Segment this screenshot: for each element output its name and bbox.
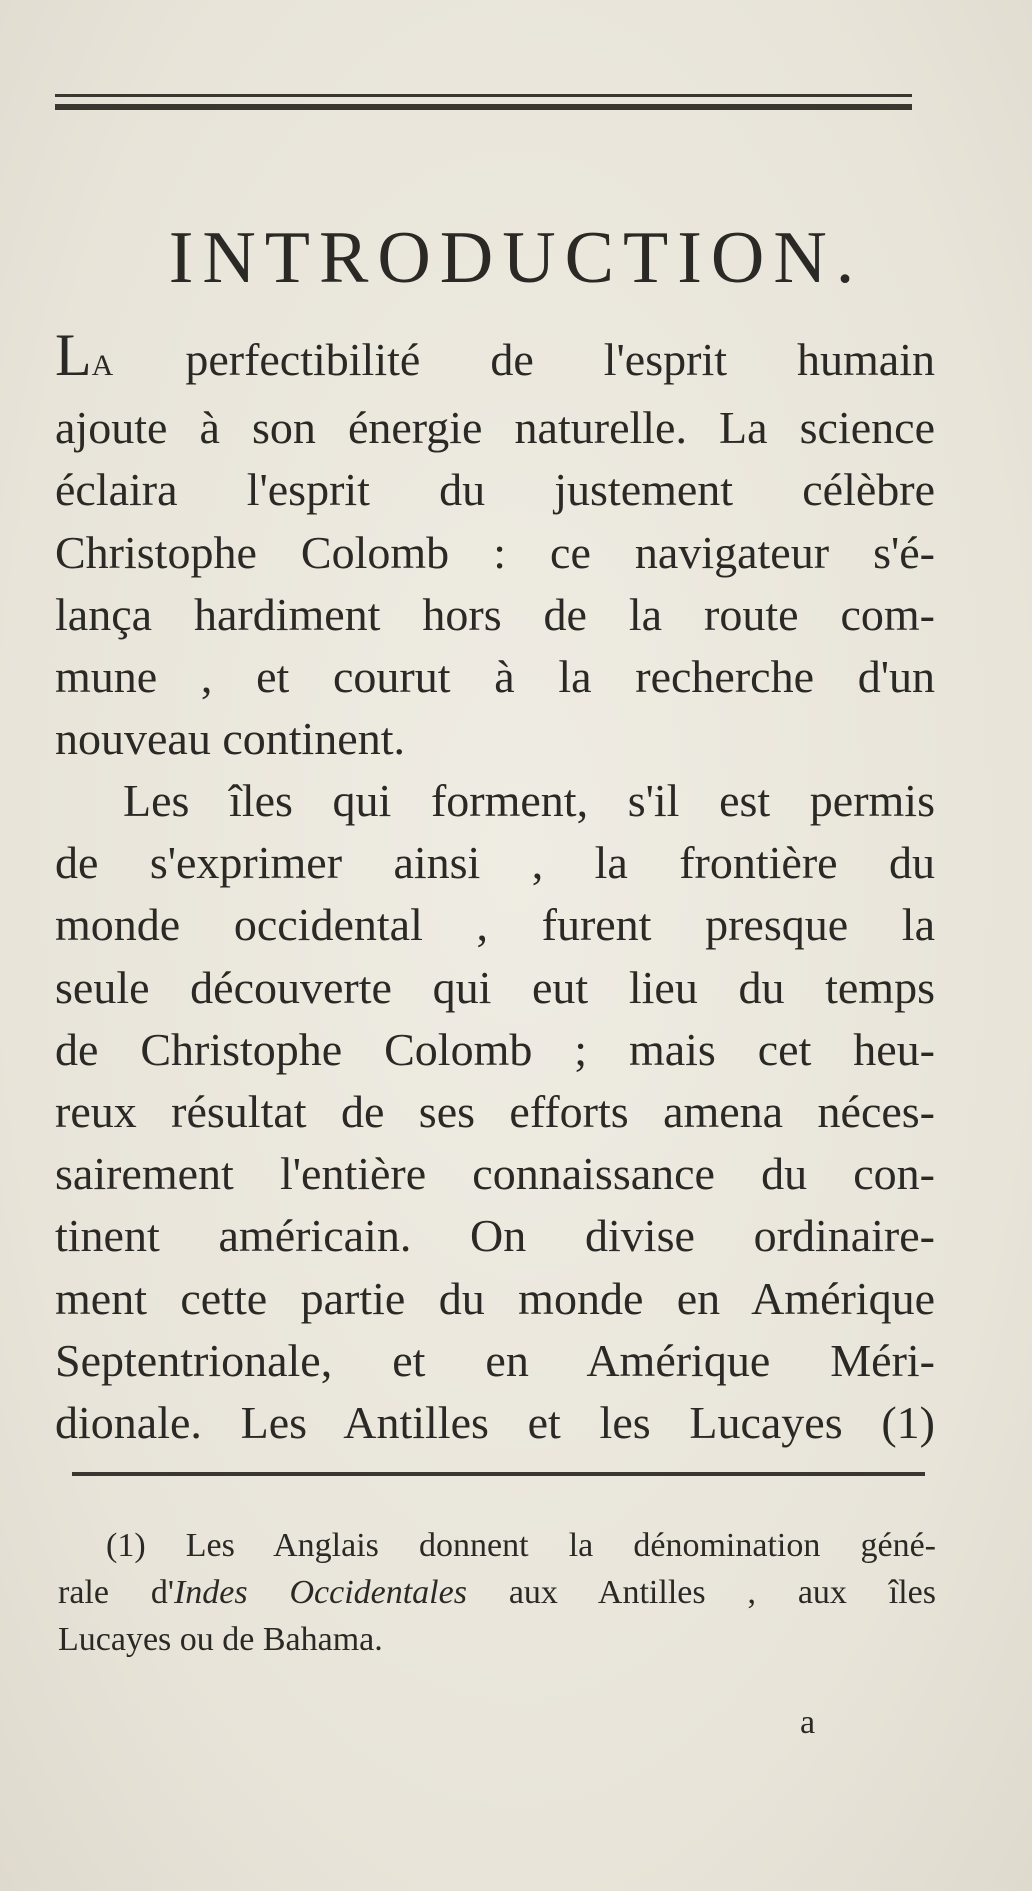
footnote-line [58, 1569, 936, 1616]
line-text: perfectibilité de l'esprit humain [115, 334, 935, 385]
text-line: sairement l'entière connaissance du con- [55, 1148, 935, 1200]
signature-mark: a [800, 1704, 816, 1741]
text-line [55, 324, 935, 397]
text-line: de s'exprimer ainsi , la frontière du [55, 837, 935, 889]
text-line: mune , et courut à la recherche d'un [55, 651, 935, 703]
text-line: Christophe Colomb : ce navigateur s'é- [55, 526, 935, 578]
paragraph-2 [55, 770, 935, 1454]
page-title: INTRODUCTION. [168, 216, 864, 299]
text-line: ment cette partie du monde en Amérique [55, 1272, 935, 1324]
footnote-line: (1) Les Anglais donnent la dénomination géné- [106, 1527, 936, 1564]
text-line: Les îles qui forment, s'il est permis [123, 775, 935, 826]
text-line: Septentrionale, et en Amérique Méri- [55, 1334, 935, 1386]
footnote-rule [72, 1472, 925, 1476]
text-line: ajoute à son énergie naturelle. La science [55, 402, 935, 454]
text-line: éclaira l'esprit du justement célèbre [55, 464, 935, 516]
small-capital: A [91, 349, 116, 382]
text-line: lança hardiment hors de la route com- [55, 588, 935, 640]
text-line: dionale. Les Antilles et les Lucayes (1) [55, 1397, 935, 1449]
footnote-text: rale d' [58, 1574, 174, 1611]
header-rule-thick [55, 104, 912, 110]
text-line: seule découverte qui eut lieu du temps [55, 961, 935, 1013]
text-line: reux résultat de ses efforts amena néces- [55, 1086, 935, 1138]
text-line: tinent américain. On divise ordinaire- [55, 1210, 935, 1262]
footnote-text: aux Antilles , aux îles [466, 1574, 937, 1611]
drop-capital: L [55, 322, 92, 388]
header-rule-thin [55, 94, 912, 97]
text-line: nouveau continent. [55, 713, 406, 765]
footnote-line: Lucayes ou de Bahama. [58, 1621, 383, 1658]
footnote-italic-text: Indes Occidentales [173, 1574, 467, 1611]
text-line: monde occidental , furent presque la [55, 899, 935, 951]
footnote [58, 1522, 936, 1663]
text-line: de Christophe Colomb ; mais cet heu- [55, 1023, 935, 1075]
paragraph-1 [55, 324, 935, 770]
